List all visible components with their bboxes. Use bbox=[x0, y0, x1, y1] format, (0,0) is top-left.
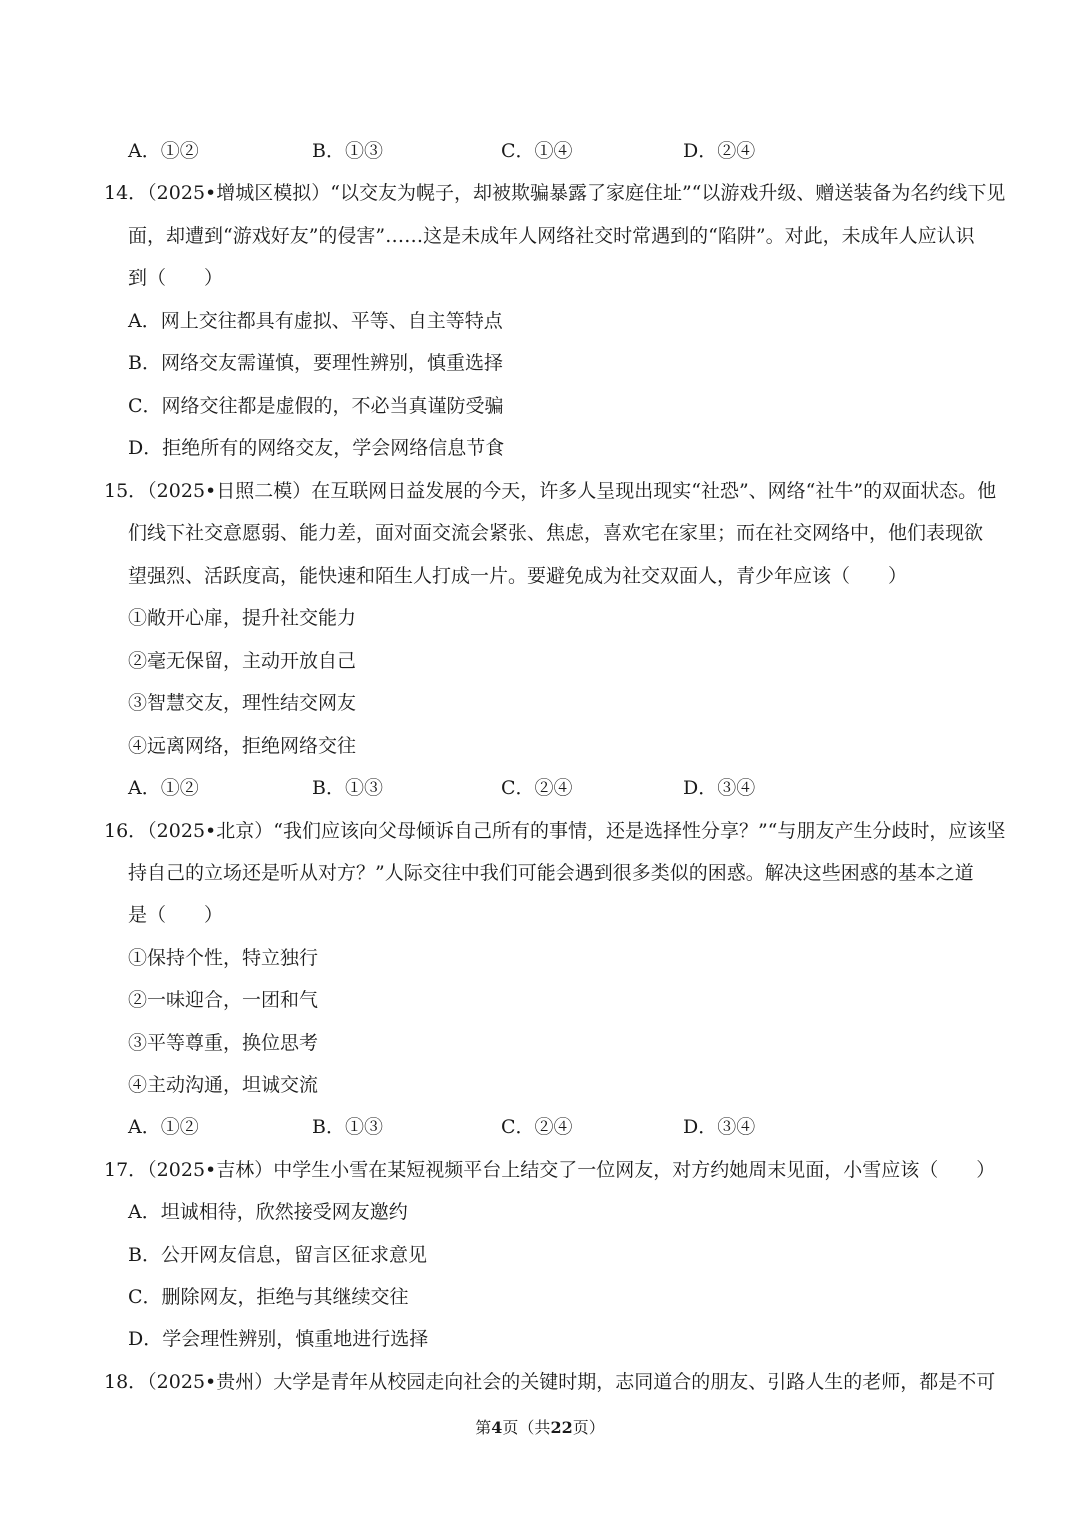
q16-statement-1: ①保持个性，特立独行 bbox=[128, 947, 319, 969]
q16-option-d[interactable]: D．③④ bbox=[683, 1116, 756, 1138]
q16-statement-3: ③平等尊重，换位思考 bbox=[128, 1032, 319, 1054]
q13-option-c[interactable]: C．①④ bbox=[501, 140, 573, 162]
q17-choice-a[interactable]: A．坦诚相待，欣然接受网友邀约 bbox=[128, 1201, 408, 1223]
q15-stem-line-3: 望强烈、活跃度高，能快速和陌生人打成一片。要避免成为社交双面人，青少年应该（ ） bbox=[128, 565, 908, 587]
q15-statement-2: ②毫无保留，主动开放自己 bbox=[128, 650, 357, 672]
q17-choice-b[interactable]: B．公开网友信息，留言区征求意见 bbox=[128, 1244, 427, 1266]
q14-stem-line-2: 面，却遭到“游戏好友”的侵害”……这是未成年人网络社交时常遇到的“陷阱”。对此，未成年人应认识 bbox=[128, 225, 975, 247]
q16-statement-4: ④主动沟通，坦诚交流 bbox=[128, 1074, 319, 1096]
q13-options bbox=[128, 138, 828, 164]
q15-option-c[interactable]: C．②④ bbox=[501, 777, 573, 799]
q14-stem-line-3: 到（ ） bbox=[128, 267, 224, 289]
q13-option-a[interactable]: A．①② bbox=[128, 140, 199, 162]
q15-option-b[interactable]: B．①③ bbox=[312, 777, 383, 799]
q16-statement-2: ②一味迎合，一团和气 bbox=[128, 989, 319, 1011]
q13-option-b[interactable]: B．①③ bbox=[312, 140, 383, 162]
q16-option-a[interactable]: A．①② bbox=[128, 1116, 199, 1138]
q18-stem-line-1: 18．（2025•贵州）大学是青年从校园走向社会的关键时期，志同道合的朋友、引路人生的老师，都是不可 bbox=[104, 1371, 996, 1393]
footer-prefix: 第 bbox=[475, 1418, 492, 1437]
q16-stem-line-1: 16．（2025•北京）“我们应该向父母倾诉自己所有的事情，还是选择性分享？”“与朋友产生分歧时，应该坚 bbox=[104, 820, 1006, 842]
q17-choice-d[interactable]: D．学会理性辨别，慎重地进行选择 bbox=[128, 1328, 429, 1350]
q16-stem-line-2: 持自己的立场还是听从对方？”人际交往中我们可能会遇到很多类似的困惑。解决这些困惑的基本之道 bbox=[128, 862, 974, 884]
q14-choice-d[interactable]: D．拒绝所有的网络交友，学会网络信息节食 bbox=[128, 437, 505, 459]
q14-choice-c[interactable]: C．网络交往都是虚假的，不必当真谨防受骗 bbox=[128, 395, 504, 417]
q16-option-b[interactable]: B．①③ bbox=[312, 1116, 383, 1138]
q15-stem-line-1: 15．（2025•日照二模）在互联网日益发展的今天，许多人呈现出现实“社恐”、网络“社牛”的双面状态。他 bbox=[104, 480, 997, 502]
q16-options bbox=[128, 1114, 828, 1140]
footer-total-pages: 22 bbox=[550, 1418, 573, 1437]
q13-option-d[interactable]: D．②④ bbox=[683, 140, 756, 162]
q17-choice-c[interactable]: C．删除网友，拒绝与其继续交往 bbox=[128, 1286, 409, 1308]
q15-option-a[interactable]: A．①② bbox=[128, 777, 199, 799]
footer-page-number: 4 bbox=[491, 1418, 503, 1437]
footer-middle: 页（共 bbox=[502, 1418, 551, 1437]
q15-option-d[interactable]: D．③④ bbox=[683, 777, 756, 799]
q14-choice-b[interactable]: B．网络交友需谨慎，要理性辨别，慎重选择 bbox=[128, 352, 503, 374]
q14-choice-a[interactable]: A．网上交往都具有虚拟、平等、自主等特点 bbox=[128, 310, 503, 332]
page-footer bbox=[0, 1416, 1080, 1440]
q15-options bbox=[128, 775, 828, 801]
q17-stem-line-1: 17．（2025•吉林）中学生小雪在某短视频平台上结交了一位网友，对方约她周末见面，小雪应该（ ） bbox=[104, 1159, 996, 1181]
footer-suffix: 页） bbox=[572, 1418, 605, 1437]
q15-statement-4: ④远离网络，拒绝网络交往 bbox=[128, 735, 357, 757]
q16-option-c[interactable]: C．②④ bbox=[501, 1116, 573, 1138]
q15-stem-line-2: 们线下社交意愿弱、能力差，面对面交流会紧张、焦虑，喜欢宅在家里；而在社交网络中，他们表现欲 bbox=[128, 522, 984, 544]
q16-stem-line-3: 是（ ） bbox=[128, 904, 224, 926]
q14-stem-line-1: 14．（2025•增城区模拟）“以交友为幌子，却被欺骗暴露了家庭住址”“以游戏升级、赠送装备为名约线下见 bbox=[104, 182, 1006, 204]
q15-statement-3: ③智慧交友，理性结交网友 bbox=[128, 692, 357, 714]
q15-statement-1: ①敞开心扉，提升社交能力 bbox=[128, 607, 357, 629]
